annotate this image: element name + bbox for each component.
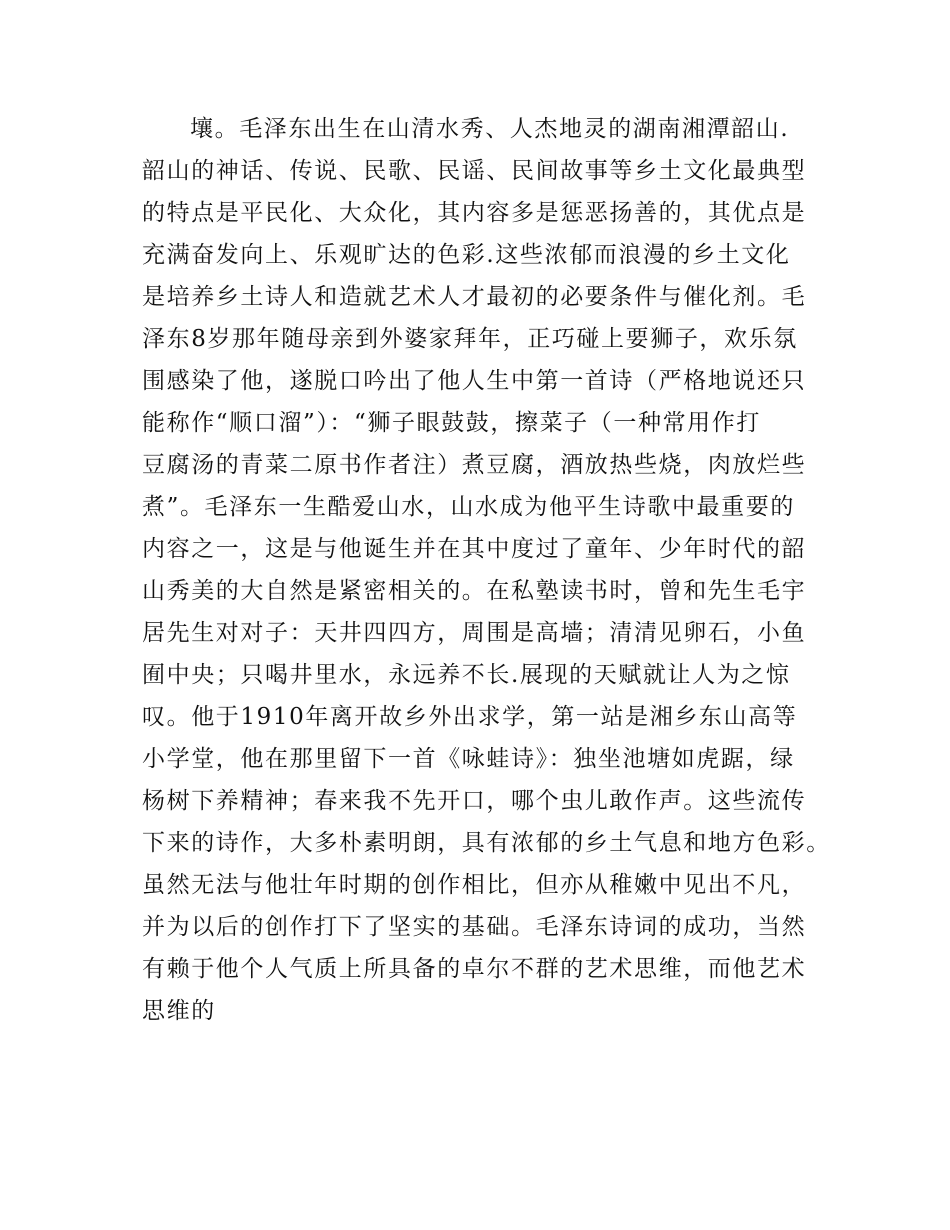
text-line: 围感染了他，遂脱口吟出了他人生中第一首诗（严格地说还只 bbox=[142, 368, 807, 394]
body-text bbox=[142, 108, 832, 1032]
text-line: 思维的 bbox=[142, 998, 216, 1024]
text-line: 下来的诗作，大多朴素明朗，具有浓郁的乡土气息和地方色彩。 bbox=[142, 830, 831, 856]
text-line: 小学堂，他在那里留下一首《咏蛙诗》：独坐池塘如虎踞，绿 bbox=[142, 746, 795, 772]
text-line: 充满奋发向上、乐观旷达的色彩.这些浓郁而浪漫的乡土文化 bbox=[142, 242, 791, 268]
text-line: 虽然无法与他壮年时期的创作相比，但亦从稚嫩中见出不凡， bbox=[142, 872, 807, 898]
text-line: 壤。毛泽东出生在山清水秀、人杰地灵的湖南湘潭韶山. bbox=[190, 116, 790, 142]
text-line: 能称作“顺口溜”）：“狮子眼鼓鼓，擦菜子（一种常用作打 bbox=[142, 410, 761, 436]
text-line: 并为以后的创作打下了坚实的基础。毛泽东诗词的成功，当然 bbox=[142, 914, 807, 940]
text-line: 泽东8岁那年随母亲到外婆家拜年，正巧碰上要狮子，欢乐氛 bbox=[142, 326, 798, 352]
text-line: 居先生对对子：天井四四方，周围是高墙；清清见卵石，小鱼 bbox=[142, 620, 807, 646]
text-line: 韶山的神话、传说、民歌、民谣、民间故事等乡土文化最典型 bbox=[142, 158, 807, 184]
text-line: 煮”。毛泽东一生酷爱山水，山水成为他平生诗歌中最重要的 bbox=[142, 494, 795, 520]
text-line: 内容之一，这是与他诞生并在其中度过了童年、少年时代的韶 bbox=[142, 536, 807, 562]
text-line: 叹。他于1910年离开故乡外出求学，第一站是湘乡东山高等 bbox=[142, 704, 798, 730]
text-line: 杨树下养精神；春来我不先开口，哪个虫儿敢作声。这些流传 bbox=[142, 788, 807, 814]
text-line: 有赖于他个人气质上所具备的卓尔不群的艺术思维，而他艺术 bbox=[142, 956, 807, 982]
text-line: 豆腐汤的青菜二原书作者注）煮豆腐，酒放热些烧，肉放烂些 bbox=[142, 452, 807, 478]
text-line: 山秀美的大自然是紧密相关的。在私塾读书时，曾和先生毛宇 bbox=[142, 578, 807, 604]
text-line: 是培养乡土诗人和造就艺术人才最初的必要条件与催化剂。毛 bbox=[142, 284, 807, 310]
text-line: 的特点是平民化、大众化，其内容多是惩恶扬善的，其优点是 bbox=[142, 200, 807, 226]
text-line: 囿中央；只喝井里水，永远养不长.展现的天赋就让人为之惊 bbox=[142, 662, 791, 688]
